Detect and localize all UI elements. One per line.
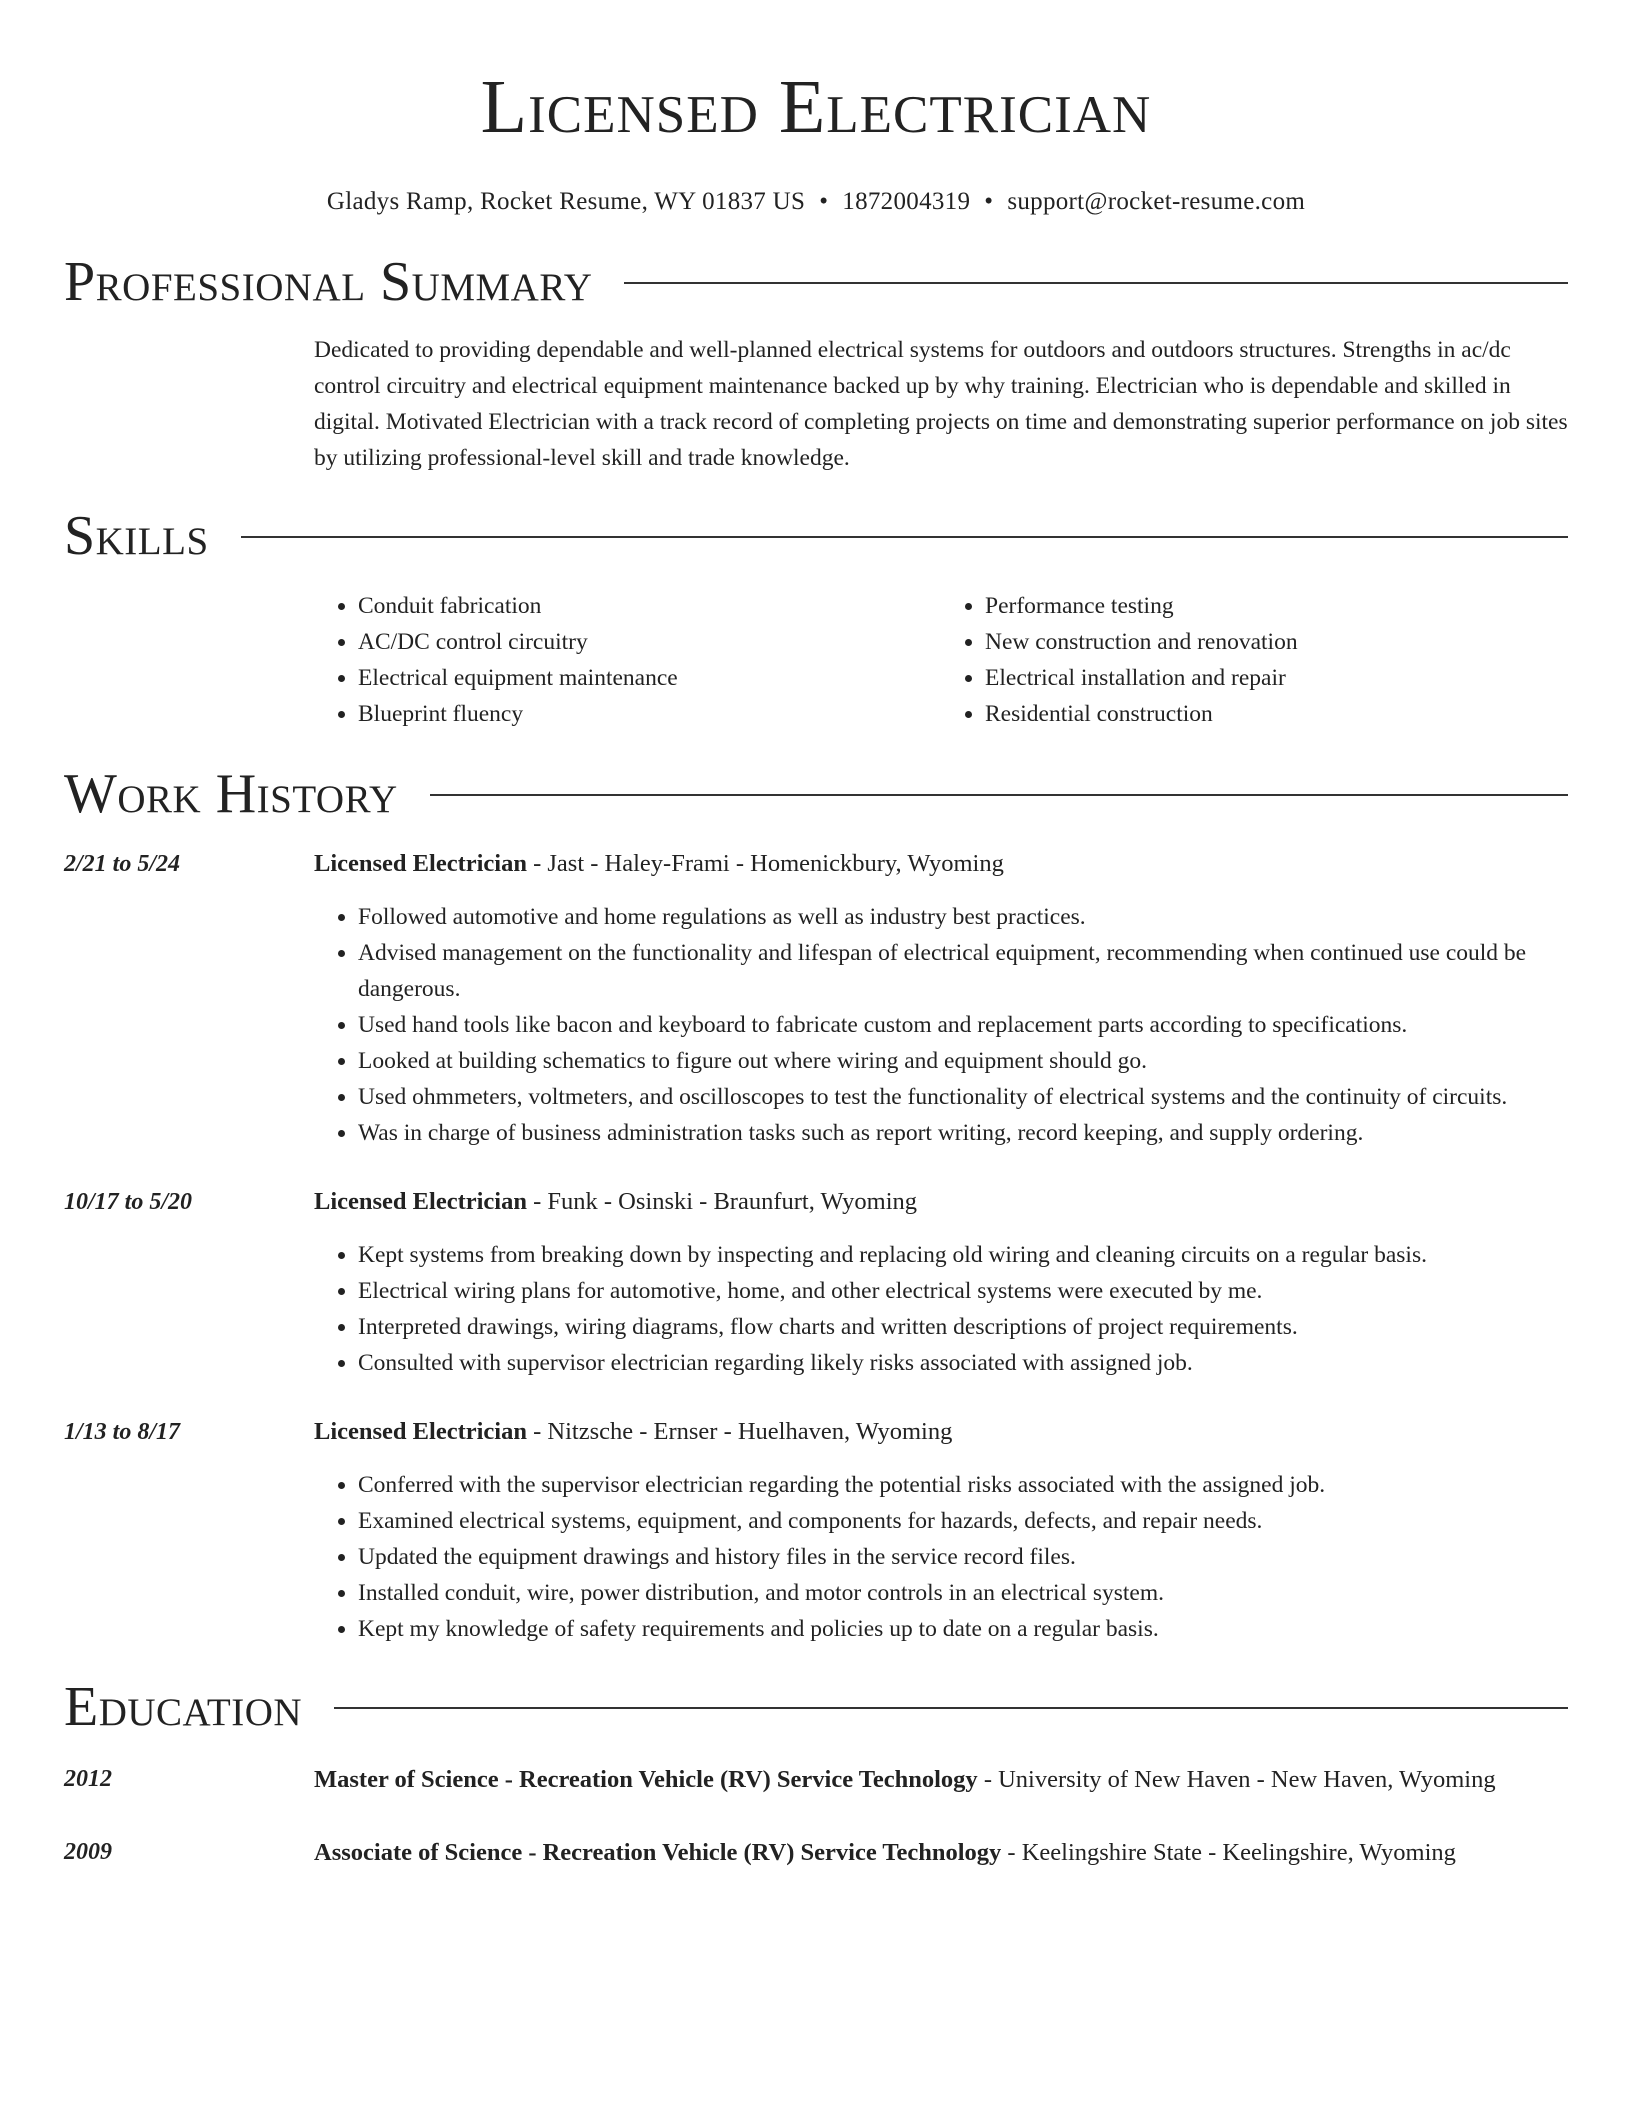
section-divider (334, 1707, 1568, 1709)
work-headline (314, 1414, 1568, 1450)
section-title-summary: Professional Summary (64, 251, 593, 313)
summary-section (314, 332, 1568, 476)
skill-item: • Performance testing (985, 588, 1568, 624)
summary-text: Dedicated to providing dependable and well-planned electrical systems for outdoors and outdoors structures. Strengths in ac/dc control circuitry and electrical equipment maintenance backed up by why training. Electrician who is dependable and skilled in digital. Motivated Electrician with a track record of completing projects on time and demonstrating superior performance on job sites by utilizing professional-level skill and trade knowledge. (314, 337, 1568, 471)
work-bullet: • Used ohmmeters, voltmeters, and oscilloscopes to test the functionality of electrical systems and the continuity of circuits. (358, 1079, 1568, 1115)
school-details: - Keelingshire State - Keelingshire, Wyoming (1001, 1839, 1456, 1866)
work-bullet: • Installed conduit, wire, power distribution, and motor controls in an electrical system. (358, 1575, 1568, 1611)
work-content (314, 846, 1568, 1151)
skill-item: • AC/DC control circuitry (358, 624, 941, 660)
work-content (314, 1184, 1568, 1381)
section-divider (241, 536, 1568, 538)
work-headline (314, 846, 1568, 882)
work-bullets (314, 899, 1568, 1151)
work-content (314, 1414, 1568, 1647)
contact-separator: • (819, 188, 829, 215)
work-entry (64, 846, 1568, 1151)
work-bullet: • Kept my knowledge of safety requirements and policies up to date on a regular basis. (358, 1611, 1568, 1647)
contact-line (64, 186, 1568, 218)
education-content (314, 1834, 1568, 1871)
job-title: Licensed Electrician (314, 1418, 527, 1445)
education-content (314, 1761, 1568, 1798)
section-header-skills (64, 504, 1568, 568)
work-entry (64, 1414, 1568, 1647)
job-title: Licensed Electrician (314, 850, 527, 877)
work-entry (64, 1184, 1568, 1381)
contact-address: Gladys Ramp, Rocket Resume, WY 01837 US (326, 188, 806, 215)
section-title-skills: Skills (64, 505, 209, 567)
job-employer: - Funk - Osinski - Braunfurt, Wyoming (526, 1188, 918, 1215)
school-details: - University of New Haven - New Haven, Wyoming (977, 1766, 1496, 1793)
work-dates: 2/21 to 5/24 (64, 851, 181, 877)
section-divider (430, 794, 1568, 796)
job-employer: - Jast - Haley-Frami - Homenickbury, Wyoming (526, 850, 1004, 877)
education-entry (64, 1834, 1568, 1871)
section-header-education (64, 1675, 1568, 1739)
section-header-summary (64, 250, 1568, 314)
contact-phone: 1872004319 (842, 188, 971, 215)
education-year: 2012 (64, 1766, 112, 1792)
work-bullet: • Conferred with the supervisor electrician regarding the potential risks associated with the assigned job. (358, 1467, 1568, 1503)
contact-email: support@rocket-resume.com (1007, 188, 1306, 215)
skill-item: • Residential construction (985, 696, 1568, 732)
education-entry (64, 1761, 1568, 1798)
job-employer: - Nitzsche - Ernser - Huelhaven, Wyoming (526, 1418, 953, 1445)
degree-name: Master of Science - Recreation Vehicle (RV) Service Technology (314, 1766, 978, 1793)
work-bullet: • Used hand tools like bacon and keyboard to fabricate custom and replacement parts according to specifications. (358, 1007, 1568, 1043)
work-dates: 10/17 to 5/20 (64, 1189, 193, 1215)
section-header-work (64, 762, 1568, 826)
work-bullet: • Kept systems from breaking down by inspecting and replacing old wiring and cleaning circuits on a regular basis. (358, 1237, 1568, 1273)
education-year: 2009 (64, 1839, 112, 1865)
work-bullet: • Advised management on the functionality and lifespan of electrical equipment, recommending when continued use could be dangerous. (358, 935, 1568, 1007)
resume-title: Licensed Electrician (480, 65, 1152, 149)
skill-item: • Electrical equipment maintenance (358, 660, 941, 696)
skill-item: • New construction and renovation (985, 624, 1568, 660)
contact-separator: • (984, 188, 994, 215)
skill-item: • Conduit fabrication (358, 588, 941, 624)
skills-section (314, 588, 1568, 732)
work-bullet: • Followed automotive and home regulations as well as industry best practices. (358, 899, 1568, 935)
work-bullet: • Updated the equipment drawings and history files in the service record files. (358, 1539, 1568, 1575)
work-bullet: • Looked at building schematics to figure out where wiring and equipment should go. (358, 1043, 1568, 1079)
section-title-work: Work History (64, 763, 398, 825)
work-bullet: • Electrical wiring plans for automotive, home, and other electrical systems were executed by me. (358, 1273, 1568, 1309)
job-title: Licensed Electrician (314, 1188, 527, 1215)
work-headline (314, 1184, 1568, 1220)
section-title-education: Education (64, 1676, 303, 1738)
skill-item: • Electrical installation and repair (985, 660, 1568, 696)
work-bullets (314, 1467, 1568, 1647)
skills-list-right (941, 588, 1568, 732)
section-divider (624, 282, 1568, 284)
work-bullet: • Consulted with supervisor electrician regarding likely risks associated with assigned job. (358, 1345, 1568, 1381)
skills-list-left (314, 588, 941, 732)
work-bullet: • Examined electrical systems, equipment, and components for hazards, defects, and repair needs. (358, 1503, 1568, 1539)
work-dates: 1/13 to 8/17 (64, 1419, 181, 1445)
degree-name: Associate of Science - Recreation Vehicle (RV) Service Technology (314, 1839, 1002, 1866)
work-bullets (314, 1237, 1568, 1381)
work-bullet: • Was in charge of business administration tasks such as report writing, record keeping, and supply ordering. (358, 1115, 1568, 1151)
skill-item: • Blueprint fluency (358, 696, 941, 732)
work-bullet: • Interpreted drawings, wiring diagrams, flow charts and written descriptions of project requirements. (358, 1309, 1568, 1345)
